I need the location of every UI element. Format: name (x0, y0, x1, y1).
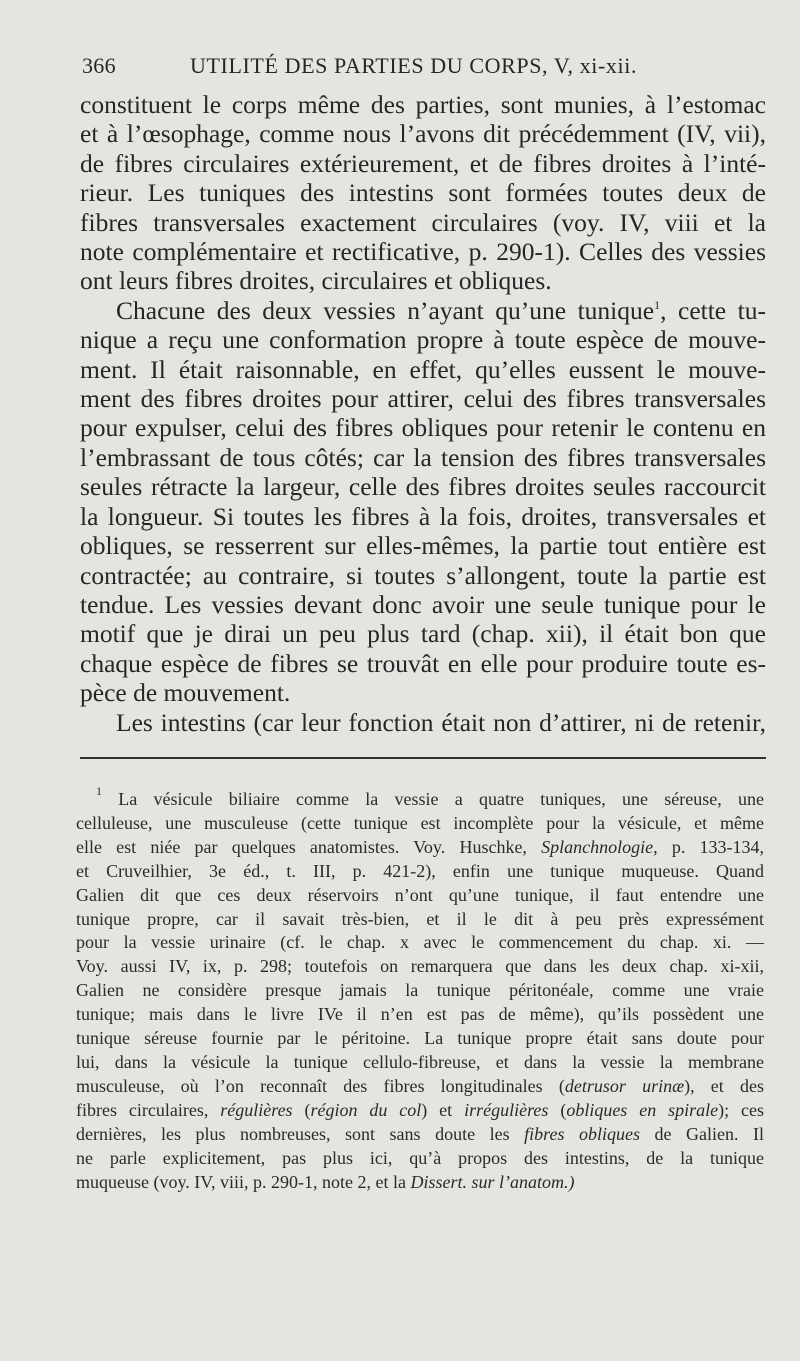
footnote-line (76, 1171, 764, 1195)
text-fragment: ) et (421, 1099, 453, 1120)
text-fragment: La vésicule biliaire comme la vessie a quatre tuniques, une séreuse, une (118, 789, 764, 809)
text-fragment: musculeuse, où l’on reconnaît des fibres longitudinales ( (76, 1075, 565, 1096)
text-line: rieur. Les tuniques des intestins sont formées toutes deux de (80, 178, 766, 208)
footnote-marker: 1 (654, 297, 661, 312)
citation-title: Dissert. sur l’anatom.) (410, 1171, 575, 1192)
text-line: obliques, se resserrent sur elles-mêmes, la partie tout entière est (80, 531, 766, 561)
paragraph-1 (80, 90, 766, 296)
latin-term: detrusor urinæ (564, 1075, 685, 1096)
text-line: de fibres circulaires extérieurement, et de fibres droites à l’inté- (80, 148, 766, 178)
text-line: ment des fibres droites pour attirer, celui des fibres transversales (80, 384, 766, 414)
footnote-line: ne parle explicitement, pas plus ici, qu’à propos des intestins, de la tunique (76, 1147, 764, 1168)
footnote-line: Galien dit que ces deux réservoirs n’ont qu’une tunique, il faut entendre une (76, 884, 764, 905)
text-fragment: fibres circulaires, (76, 1099, 209, 1120)
text-fragment: dernières, les plus nombreuses, sont sans doute les (76, 1123, 510, 1144)
text-line: pour expulser, celui des fibres obliques pour retenir le contenu en (80, 413, 766, 443)
italic-term: obliques en spirale (566, 1099, 719, 1120)
text-fragment: muqueuse (voy. IV, viii, p. 290-1, note 2, et la (76, 1171, 406, 1192)
paragraph-3 (80, 708, 766, 737)
text-line: ment. Il était raisonnable, en effet, qu’elles eussent le mouve- (80, 354, 766, 384)
footnote-divider (80, 757, 766, 759)
text-line: nique a reçu une conformation propre à toute espèce de mouve- (80, 325, 766, 355)
citation-title: Splanchnologie, (541, 836, 658, 857)
text-line: constituent le corps même des parties, sont munies, à l’estomac (80, 90, 766, 119)
footnote-line: pour la vessie urinaire (cf. le chap. x avec le commencement du chap. xi. — (76, 932, 764, 953)
italic-term: région du col (310, 1099, 422, 1120)
text-line (80, 296, 766, 325)
page-header (82, 50, 762, 84)
footnote-line (76, 1099, 764, 1123)
text-fragment: ( (304, 1099, 311, 1120)
text-fragment: ); ces (718, 1099, 764, 1120)
footnote-line: tunique propre, car il savait très-bien, et il le dit à peu près expressément (76, 908, 764, 929)
footnote (76, 784, 765, 1194)
text-fragment: de Galien. Il (654, 1123, 765, 1144)
text-fragment: Chacune des deux vessies n’ayant qu’une tunique (116, 295, 655, 325)
paragraph-2 (80, 296, 766, 708)
footnote-number: 1 (96, 784, 102, 798)
footnote-line: Galien ne considère presque jamais la tunique péritonéale, comme une vraie (76, 980, 764, 1001)
text-line: la longueur. Si toutes les fibres à la fois, droites, transversales et (80, 501, 766, 531)
footnote-line: et Cruveilhier, 3e éd., t. III, p. 421-2), enfin une tunique muqueuse. Quand (76, 860, 764, 881)
text-line: et à l’œsophage, comme nous l’avons dit précédemment (IV, vii), (80, 119, 766, 149)
italic-term: irrégulières (464, 1099, 549, 1120)
text-line: Les intestins (car leur fonction était non d’attirer, ni de retenir, (116, 707, 766, 737)
text-line: chaque espèce de fibres se trouvât en elle pour produire toute es- (80, 648, 766, 678)
footnote-line: tunique; mais dans le livre IVe il n’en est pas de même), qu’ils possèdent une (76, 1004, 764, 1025)
text-line: fibres transversales exactement circulaires (voy. IV, viii et la (80, 207, 766, 237)
text-line: contractée; au contraire, si toutes s’allongent, toute la partie est (80, 560, 766, 590)
text-fragment: ), et des (684, 1075, 764, 1096)
text-fragment: elle est niée par quelques anatomistes. Voy. Huschke, (76, 836, 527, 857)
running-title: UTILITÉ DES PARTIES DU CORPS, V, xi-xii. (190, 53, 638, 78)
footnote-line: tunique séreuse fournie par le péritoine. La tunique propre était sans doute pour (76, 1028, 764, 1049)
text-line: seules rétracte la largeur, celle des fibres droites seules raccourcit (80, 472, 766, 502)
text-line: l’embrassant de tous côtés; car la tension des fibres transversales (80, 442, 766, 472)
text-line: tendue. Les vessies devant donc avoir une seule tunique pour le (80, 589, 766, 619)
footnote-line (76, 784, 764, 812)
footnote-line: lui, dans la vésicule la tunique cellulo-fibreuse, et dans la vessie la membrane (76, 1051, 764, 1072)
footnote-line (76, 1123, 764, 1147)
italic-term: fibres obliques (524, 1123, 640, 1144)
text-fragment: p. 133-134, (671, 836, 765, 857)
text-fragment: , cette tu- (660, 295, 767, 325)
footnote-line (76, 836, 764, 860)
main-text (80, 90, 766, 737)
italic-term: régulières (220, 1099, 293, 1120)
page-number: 366 (82, 53, 116, 78)
text-line: motif que je dirai un peu plus tard (chap. xii), il était bon que (80, 619, 766, 649)
text-line: pèce de mouvement. (80, 678, 291, 708)
footnote-line (76, 1075, 764, 1099)
text-fragment: ( (560, 1099, 567, 1120)
footnote-line: celluleuse, une musculeuse (cette tunique est incomplète pour la vésicule, et même (76, 812, 764, 833)
footnote-line: Voy. aussi IV, ix, p. 298; toutefois on remarquera que dans les deux chap. xi-xii, (76, 956, 764, 977)
text-line: note complémentaire et rectificative, p. 290-1). Celles des vessies (80, 237, 766, 267)
text-line: ont leurs fibres droites, circulaires et obliques. (80, 266, 552, 296)
